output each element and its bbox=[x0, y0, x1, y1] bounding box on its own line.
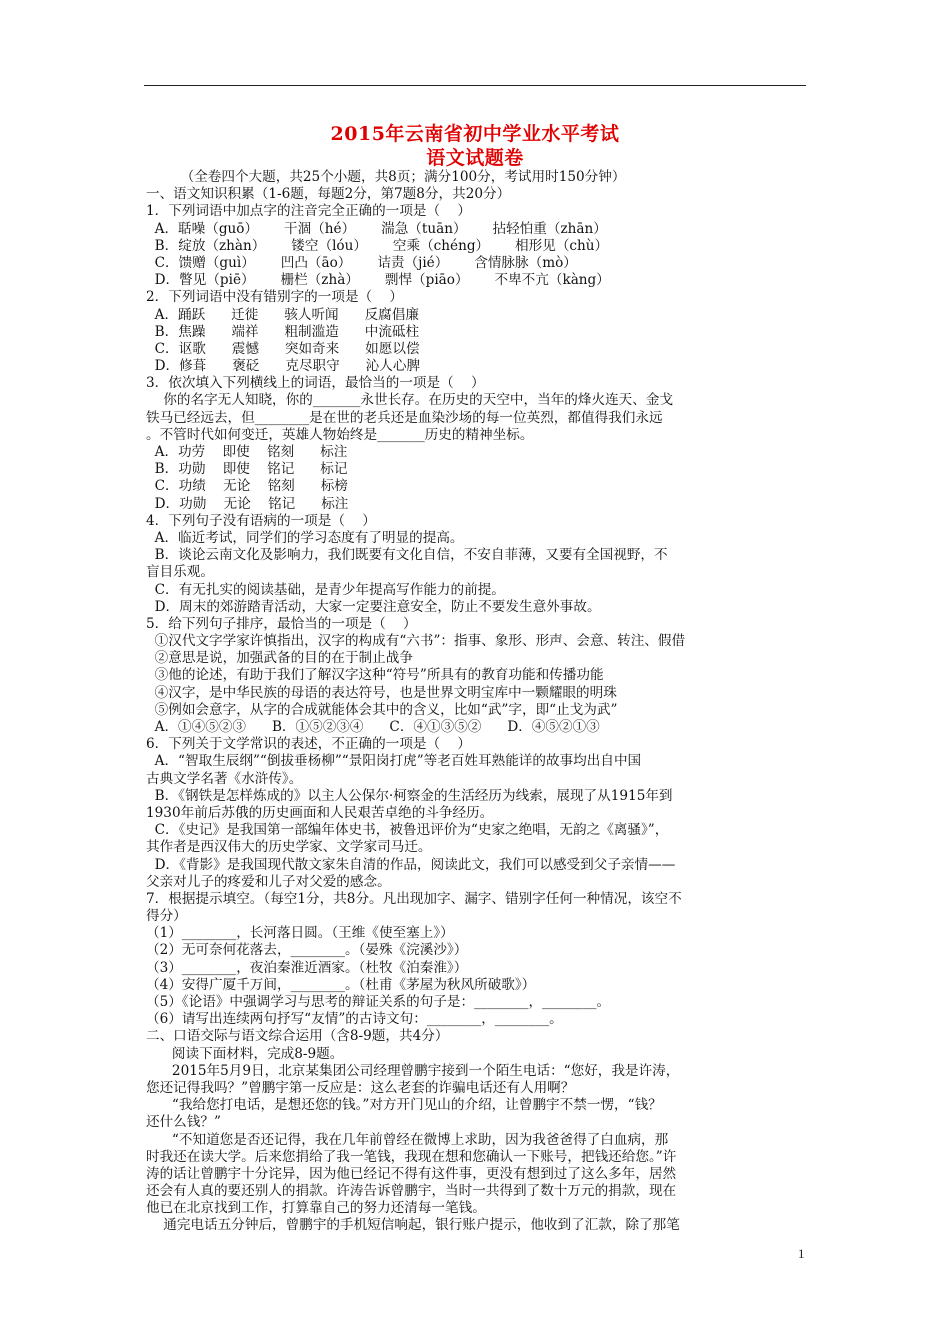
text-line: ①汉代文字学家许慎指出，汉字的构成有“六书”：指事、象形、形声、会意、转注、假借 bbox=[146, 633, 686, 650]
text-line: （1）________，长河落日圆。（王维《使至塞上》） bbox=[146, 925, 454, 942]
text-line: D．瞥见（piē） 栅栏（zhà） 剽悍（piāo） 不卑不亢（kàng） bbox=[146, 272, 610, 289]
text-line: A．聒噪（guō） 干涸（hé） 湍急（tuān） 拈轻怕重（zhān） bbox=[146, 220, 607, 237]
text-line: A．临近考试，同学们的学习态度有了明显的提高。 bbox=[146, 529, 464, 546]
text-line: （3）________，夜泊秦淮近酒家。（杜牧《泊秦淮》） bbox=[146, 959, 468, 976]
exam-subtitle: 语文试题卷 bbox=[426, 147, 524, 169]
text-line: B．焦躁 端祥 粗制滥造 中流砥柱 bbox=[146, 323, 420, 340]
text-line: 二、口语交际与语文综合运用（含8-9题，共4分） bbox=[146, 1028, 449, 1045]
text-line: “我给您打电话，是想还您的钱。”对方开门见山的介绍，让曾鹏宇不禁一愣，“钱？ bbox=[146, 1097, 662, 1114]
text-line: B．《钢铁是怎样炼成的》以主人公保尔·柯察金的生活经历为线索，展现了从1915年到 bbox=[146, 787, 673, 804]
text-line: C．功绩 无论 铭刻 标榜 bbox=[146, 478, 348, 495]
text-line: ③他的论述，有助于我们了解汉字这种“符号”所具有的教育功能和传播功能 bbox=[146, 667, 604, 684]
text-line: 5．给下列句子排序，最恰当的一项是（ ） bbox=[146, 615, 417, 632]
text-line: C．馈赠（guì） 凹凸（āo） 诘责（jié） 含情脉脉（mò） bbox=[146, 254, 577, 271]
text-line: （5）《论语》中强调学习与思考的辩证关系的句子是：________，________。 bbox=[146, 994, 611, 1010]
text-line: A．踊跃 迁徙 骇人听闻 反腐倡廉 bbox=[146, 306, 419, 323]
text-line: ⑤例如会意字，从字的合成就能体会其中的含义，比如“武”字，即“止戈为武” bbox=[146, 701, 618, 718]
text-line: A．功劳 即使 铭刻 标注 bbox=[146, 444, 348, 460]
text-line: 他已在北京找到工作，打算靠自己的努力还清每一笔钱。 bbox=[146, 1200, 486, 1217]
text-line: 。不管时代如何变迁，英雄人物始终是_______历史的精神坐标。 bbox=[146, 426, 534, 443]
text-line: B．功勋 即使 铭记 标记 bbox=[146, 461, 348, 478]
exam-body bbox=[146, 169, 810, 1235]
text-line: 得分） bbox=[146, 908, 187, 925]
text-line: B．绽放（zhàn） 镂空（lóu） 空乘（chéng） 相形见（chù） bbox=[146, 237, 609, 254]
text-line: D．《背影》是我国现代散文家朱自清的作品，阅读此文，我们可以感受到父子亲情—— bbox=[146, 856, 676, 873]
text-line: 1930年前后苏俄的历史画面和人民艰苦卓绝的斗争经历。 bbox=[146, 804, 494, 821]
text-line: “不知道您是否还记得，我在几年前曾经在微博上求助，因为我爸爸得了白血病，那 bbox=[146, 1131, 669, 1148]
text-line: 父亲对儿子的疼爱和儿子对父爱的感念。 bbox=[146, 873, 391, 890]
text-line: 还会有人真的要还别人的捐款。许涛告诉曾鹏宇，当时一共得到了数十万元的捐款，现在 bbox=[146, 1183, 677, 1200]
text-line: 铁马已经远去，但________是在世的老兵还是血染沙场的每一位英烈，都值得我们永远 bbox=[146, 409, 663, 426]
text-line: B．谈论云南文化及影响力，我们既要有文化自信，不安自菲薄，又要有全国视野，不 bbox=[146, 547, 668, 564]
text-line: 还什么钱？” bbox=[146, 1114, 221, 1131]
text-line: C．有无扎实的阅读基础，是青少年提高写作能力的前提。 bbox=[146, 581, 505, 598]
text-line: 一、语文知识积累（1-6题，每题2分，第7题8分，共20分） bbox=[146, 186, 511, 203]
text-line: 盲目乐观。 bbox=[146, 564, 214, 581]
text-line: 您还记得我吗？”曾鹏宇第一反应是：这么老套的诈骗电话还有人用啊？ bbox=[146, 1079, 575, 1096]
text-line: （2）无可奈何花落去，________。（晏殊《浣溪沙》） bbox=[146, 942, 468, 959]
text-line: D．修葺 褒砭 克尽职守 沁人心脾 bbox=[146, 358, 421, 375]
text-line: 2．下列词语中没有错别字的一项是（ ） bbox=[146, 289, 404, 306]
text-line: 时我还在读大学。后来您捐给了我一笔钱，我现在想和您确认一下账号，把钱还给您。”许 bbox=[146, 1148, 677, 1165]
text-line: （4）安得广厦千万间，________。（杜甫《茅屋为秋风所破歌》） bbox=[146, 976, 536, 993]
header-rule bbox=[144, 85, 806, 86]
page-number: 1 bbox=[798, 1246, 805, 1261]
text-line: ②意思是说，加强武备的目的在于制止战争 bbox=[146, 650, 413, 667]
text-line: 6．下列关于文学常识的表述，不正确的一项是（ ） bbox=[146, 736, 471, 753]
text-line: A．“智取生辰纲”“倒拔垂杨柳”“景阳岗打虎”等老百姓耳熟能详的故事均出自中国 bbox=[146, 753, 642, 770]
text-line: C．《史记》是我国第一部编年体史书，被鲁迅评价为“史家之绝唱，无韵之《离骚》”， bbox=[146, 822, 669, 839]
text-line: 涛的话让曾鹏宇十分诧异，因为他已经记不得有这件事，更没有想到过了这么多年，居然 bbox=[146, 1165, 677, 1182]
text-line: 古典文学名著《水浒传》。 bbox=[146, 770, 303, 787]
text-line: 通完电话五分钟后，曾鹏宇的手机短信响起，银行账户提示，他收到了汇款，除了那笔 bbox=[146, 1217, 680, 1234]
text-line: A．①④⑤②③ B．①⑤②③④ C．④①③⑤② D．④⑤②①③ bbox=[146, 719, 600, 735]
text-line: 其作者是西汉伟大的历史学家、文学家司马迁。 bbox=[146, 839, 432, 856]
text-line: 7．根据提示填空。（每空1分，共8分。凡出现加字、漏字、错别字任何一种情况，该空不 bbox=[146, 890, 682, 907]
text-line: 2015年5月9日，北京某集团公司经理曾鹏宇接到一个陌生电话：“您好，我是许涛， bbox=[146, 1062, 680, 1079]
text-line: D．周末的郊游踏青活动，大家一定要注意安全，防止不要发生意外事故。 bbox=[146, 598, 601, 615]
text-line: 阅读下面材料，完成8-9题。 bbox=[146, 1045, 344, 1062]
text-line: （全卷四个大题，共25个小题，共8页；满分100分，考试用时150分钟） bbox=[146, 169, 626, 185]
text-line: 4．下列句子没有语病的一项是（ ） bbox=[146, 512, 376, 529]
text-line: C．讴歌 震憾 突如奇来 如愿以偿 bbox=[146, 340, 420, 357]
text-line: （6）请写出连续两句抒写“友情”的古诗文句：________，________。 bbox=[146, 1011, 563, 1028]
text-line: D．功勋 无论 铭记 标注 bbox=[146, 495, 349, 512]
exam-title: 2015年云南省初中学业水平考试 bbox=[330, 123, 620, 145]
text-line: 1．下列词语中加点字的注音完全正确的一项是（ ） bbox=[146, 203, 471, 220]
text-line: 你的名字无人知晓，你的_______永世长存。在历史的天空中，当年的烽火连天、金戈 bbox=[146, 392, 674, 409]
text-line: 3．依次填入下列横线上的词语，最恰当的一项是（ ） bbox=[146, 375, 485, 392]
text-line: ④汉字，是中华民族的母语的表达符号，也是世界文明宝库中一颗耀眼的明珠 bbox=[146, 684, 617, 701]
